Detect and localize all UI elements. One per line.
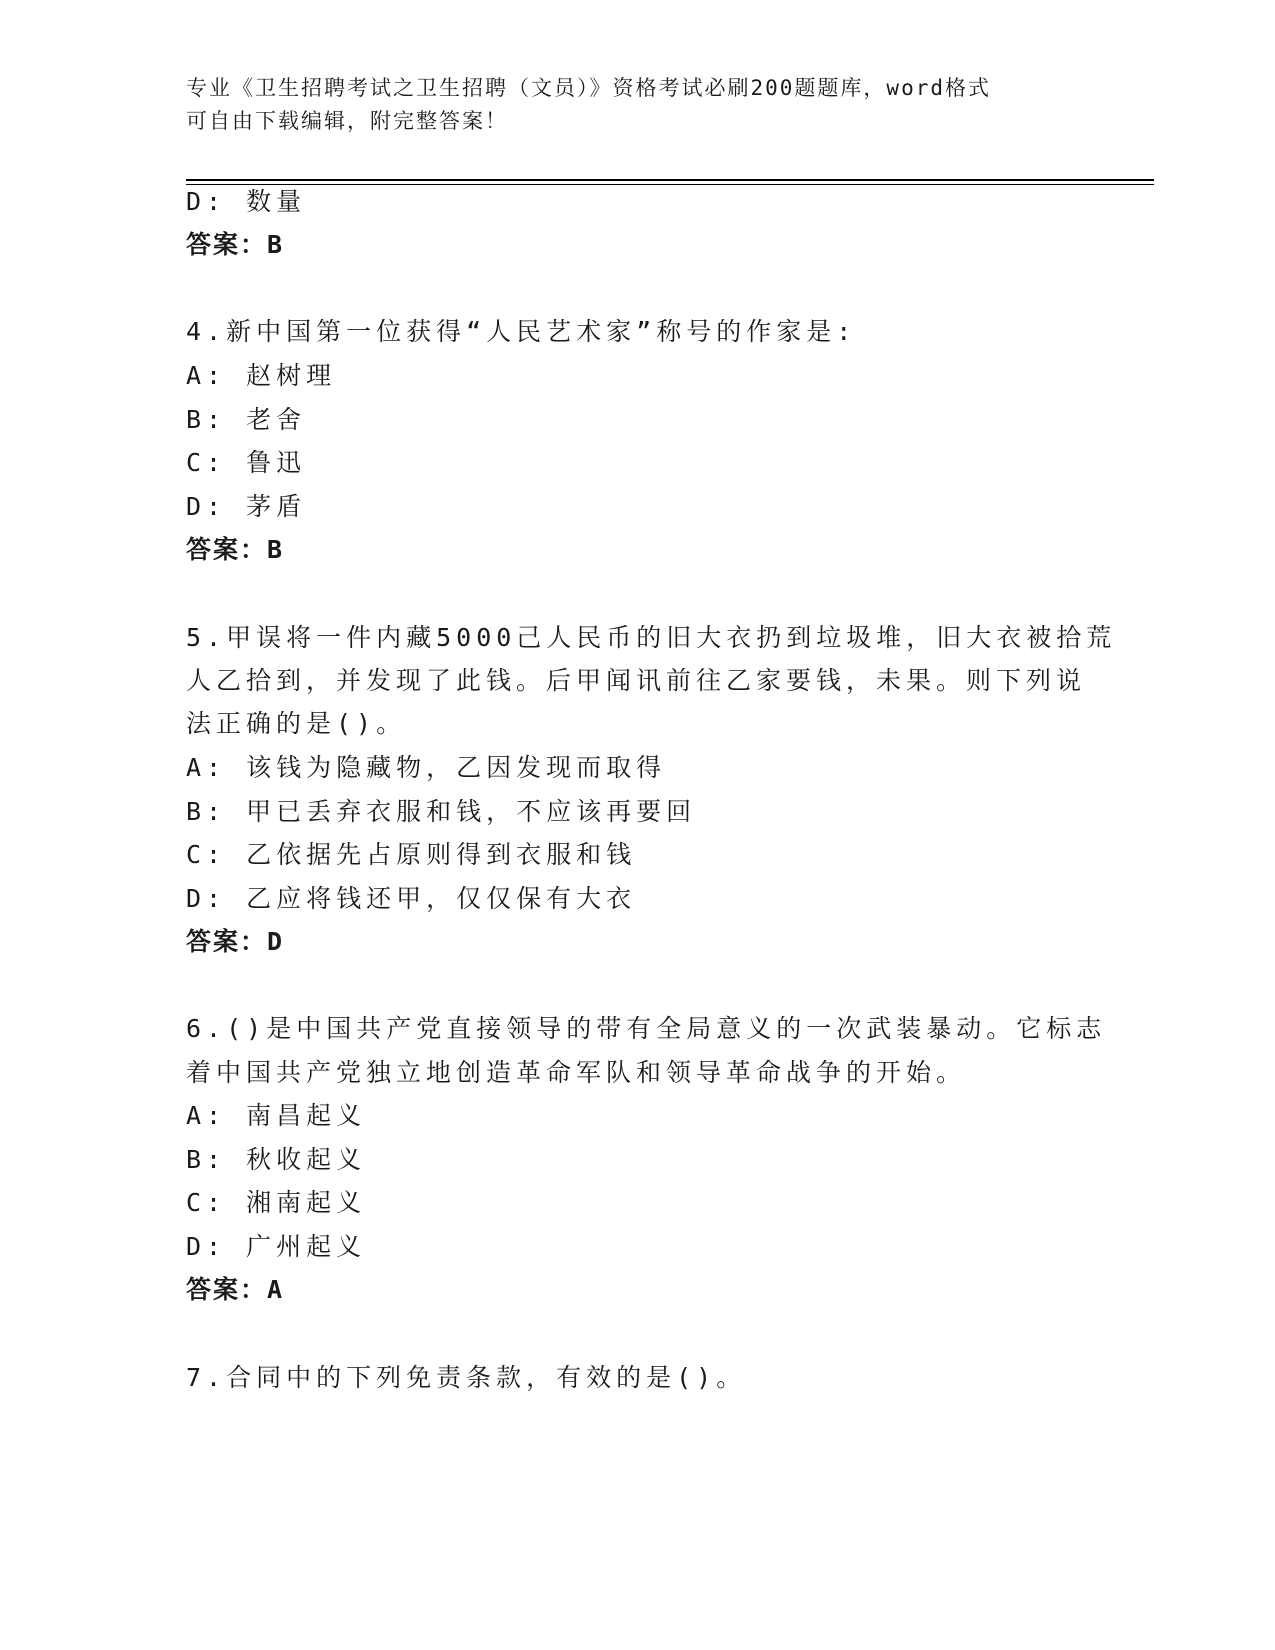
q6-option-a: A: 南昌起义 [186, 1101, 367, 1130]
q4-stem: 4.新中国第一位获得“人民艺术家”称号的作家是: [186, 317, 857, 346]
q4-option-b: B: 老舍 [186, 405, 307, 434]
document-header [186, 72, 1066, 138]
q5-option-b: B: 甲已丢弃衣服和钱，不应该再要回 [186, 797, 697, 826]
q5-option-d: D: 乙应将钱还甲，仅仅保有大衣 [186, 884, 637, 913]
q5-answer: 答案：D [186, 927, 285, 956]
header-rule-thin [186, 184, 1154, 185]
q4-option-d: D: 茅盾 [186, 492, 307, 521]
q6-answer: 答案：A [186, 1275, 285, 1304]
q5-stem-line-2: 人乙拾到，并发现了此钱。后甲闻讯前往乙家要钱，未果。则下列说 [186, 666, 1087, 695]
q4-answer: 答案：B [186, 535, 285, 564]
q5-stem-line-3: 法正确的是()。 [186, 709, 407, 738]
header-rule-thick [186, 179, 1154, 181]
q5-option-c: C: 乙依据先占原则得到衣服和钱 [186, 840, 637, 869]
q6-option-b: B: 秋收起义 [186, 1145, 367, 1174]
q6-option-c: C: 湘南起义 [186, 1188, 367, 1217]
header-line-1: 专业《卫生招聘考试之卫生招聘（文员）》资格考试必刷200题题库，word格式 [186, 76, 991, 100]
q5-stem-line-1: 5.甲误将一件内藏5000己人民币的旧大衣扔到垃圾堆，旧大衣被拾荒 [186, 623, 1117, 652]
prev-option-d: D: 数量 [186, 187, 307, 216]
q6-stem-line-1: 6.()是中国共产党直接领导的带有全局意义的一次武装暴动。它标志 [186, 1014, 1107, 1043]
q4-option-c: C: 鲁迅 [186, 448, 307, 477]
prev-answer: 答案：B [186, 230, 285, 259]
q7-stem: 7.合同中的下列免责条款，有效的是()。 [186, 1363, 747, 1392]
header-line-2: 可自由下载编辑，附完整答案！ [186, 109, 508, 133]
q6-stem-line-2: 着中国共产党独立地创造革命军队和领导革命战争的开始。 [186, 1058, 967, 1087]
q6-option-d: D: 广州起义 [186, 1232, 367, 1261]
q4-option-a: A: 赵树理 [186, 361, 337, 390]
q5-option-a: A: 该钱为隐藏物，乙因发现而取得 [186, 753, 667, 782]
